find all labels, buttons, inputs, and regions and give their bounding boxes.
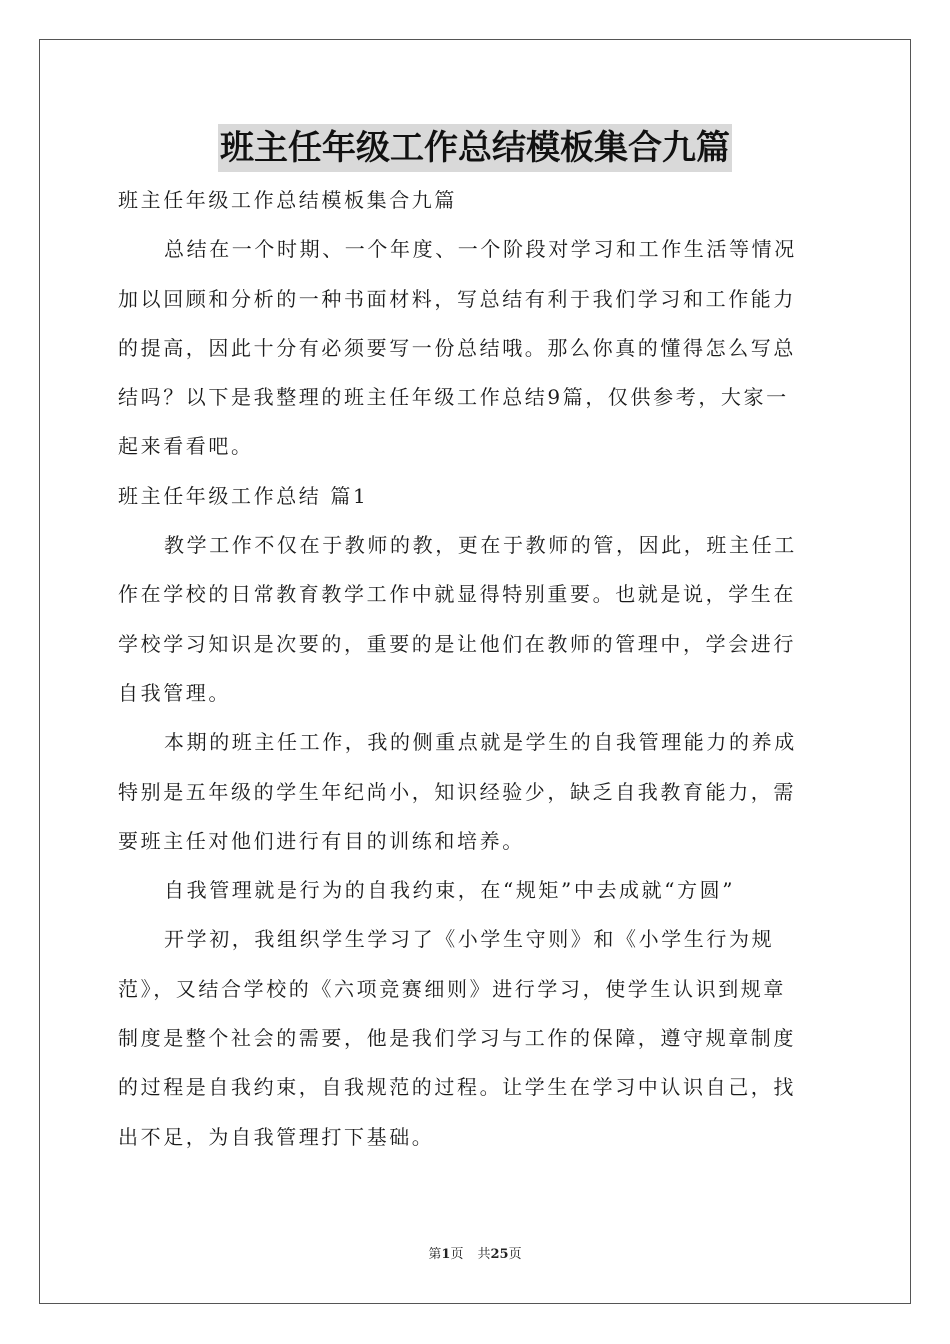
total-label-suffix: 页 <box>508 1247 522 1262</box>
text-line: 开学初，我组织学生学习了《小学生守则》和《小学生行为规 <box>164 927 775 952</box>
text-line: 自我管理。 <box>118 680 231 705</box>
page-label-prefix: 第 <box>428 1247 442 1262</box>
current-page-number: 1 <box>441 1247 451 1262</box>
page-footer <box>0 1245 950 1265</box>
text-line: 总结在一个时期、一个年度、一个阶段对学习和工作生活等情况 <box>164 237 797 262</box>
text-line: 的过程是自我约束，自我规范的过程。让学生在学习中认识自己，找 <box>118 1075 796 1100</box>
text-line: 学校学习知识是次要的，重要的是让他们在教师的管理中，学会进行 <box>118 631 796 656</box>
text-line: 自我管理就是行为的自我约束，在“规矩”中去成就“方圆” <box>164 878 736 903</box>
total-page-number: 25 <box>490 1247 509 1262</box>
text-line: 出不足，为自我管理打下基础。 <box>118 1124 435 1149</box>
text-line: 结吗？以下是我整理的班主任年级工作总结9篇，仅供参考，大家一 <box>118 385 789 410</box>
document-body <box>118 176 832 1162</box>
text-line: 要班主任对他们进行有目的训练和培养。 <box>118 828 525 853</box>
title-container <box>0 124 950 172</box>
total-label-prefix: 共 <box>477 1247 491 1262</box>
text-line: 制度是整个社会的需要，他是我们学习与工作的保障，遵守规章制度 <box>118 1026 796 1051</box>
text-line: 作在学校的日常教育教学工作中就显得特别重要。也就是说，学生在 <box>118 582 796 607</box>
text-line: 加以回顾和分析的一种书面材料，写总结有利于我们学习和工作能力 <box>118 286 796 311</box>
text-line: 范》，又结合学校的《六项竞赛细则》进行学习，使学生认识到规章 <box>118 976 786 1001</box>
text-line: 班主任年级工作总结 篇1 <box>118 483 369 508</box>
page-label-suffix: 页 <box>450 1247 464 1262</box>
text-line: 的提高，因此十分有必须要写一份总结哦。那么你真的懂得怎么写总 <box>118 335 796 360</box>
text-line: 教学工作不仅在于教师的教，更在于教师的管，因此，班主任工 <box>164 533 797 558</box>
text-line: 本期的班主任工作，我的侧重点就是学生的自我管理能力的养成 <box>164 730 797 755</box>
document-title: 班主任年级工作总结模板集合九篇 <box>218 124 732 172</box>
text-line: 起来看看吧。 <box>118 434 254 459</box>
text-line: 特别是五年级的学生年纪尚小，知识经验少，缺乏自我教育能力，需 <box>118 779 796 804</box>
text-line: 班主任年级工作总结模板集合九篇 <box>118 188 457 212</box>
